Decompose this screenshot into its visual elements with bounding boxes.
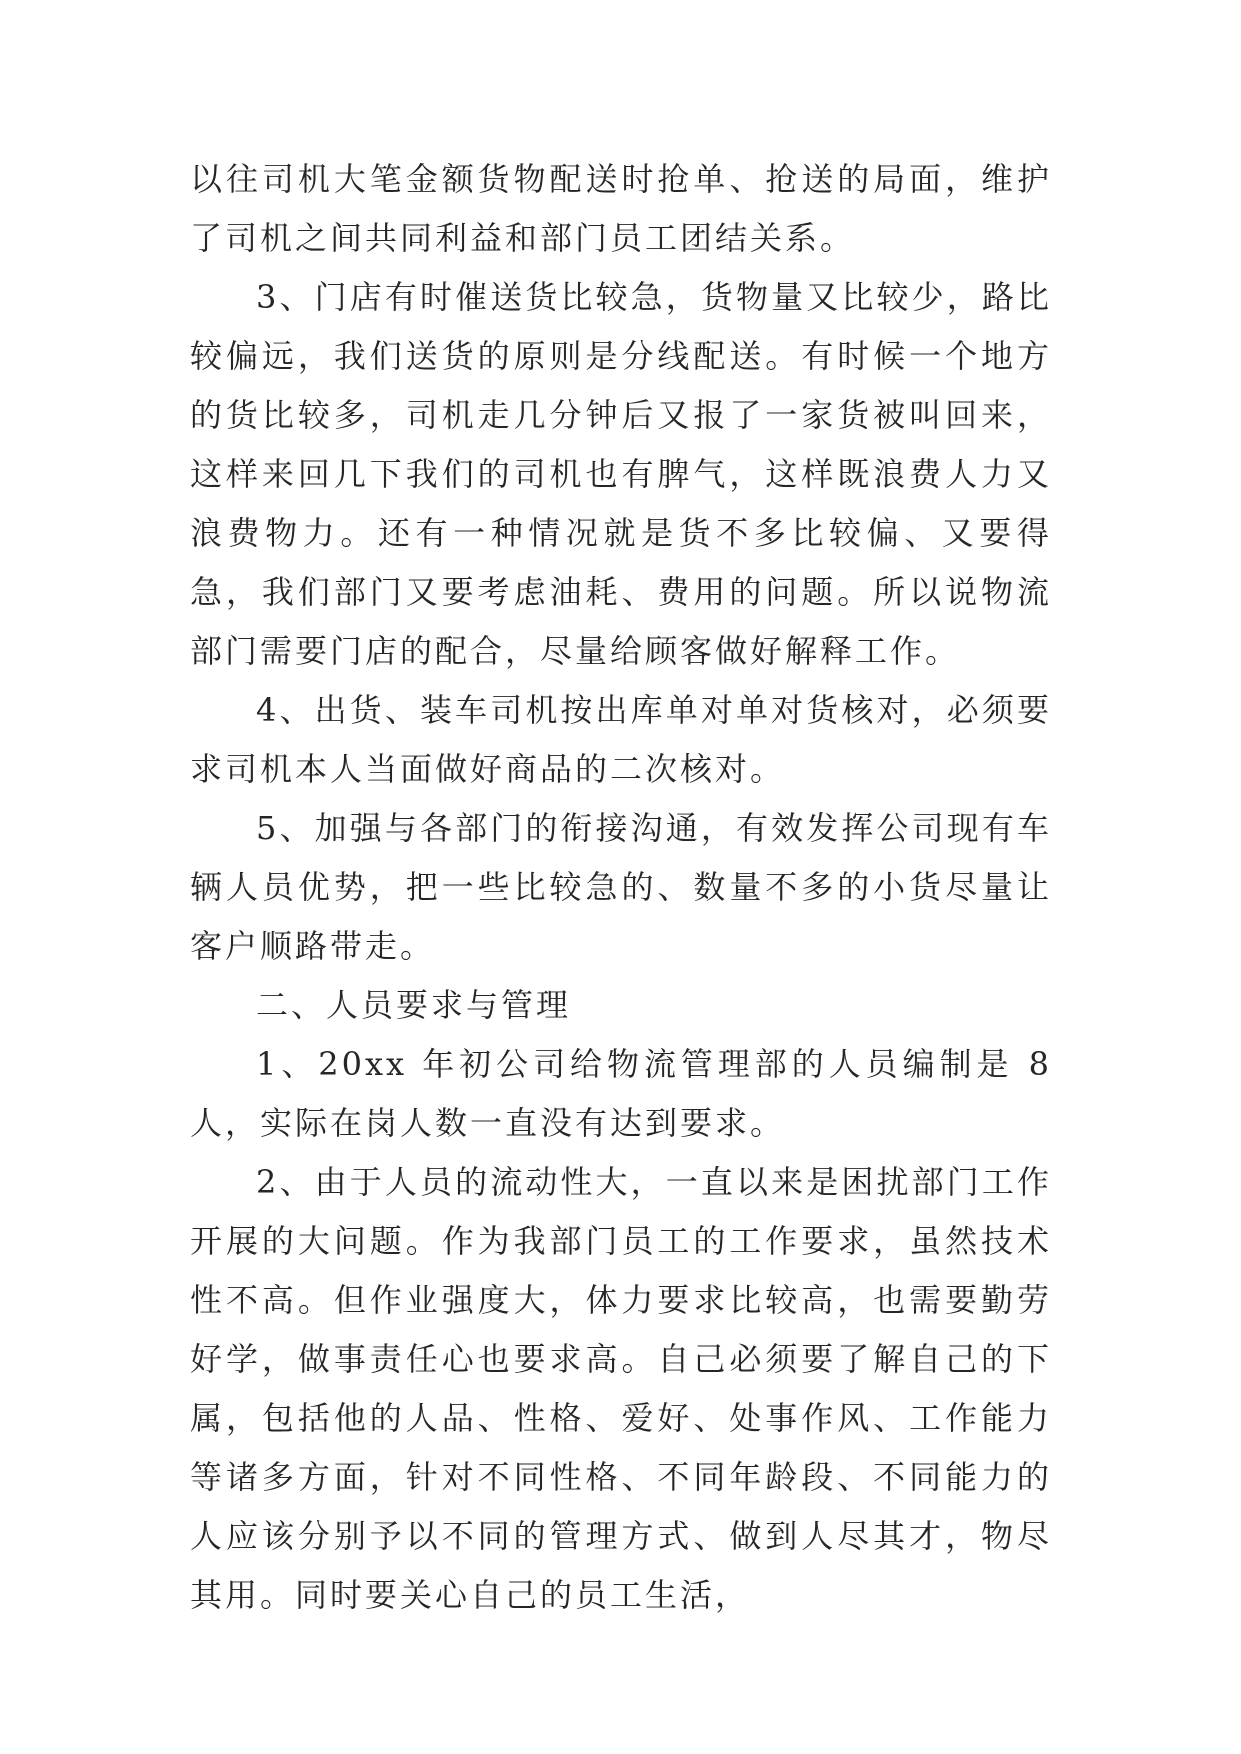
document-body (190, 150, 1052, 1625)
paragraph-item-4: 4、出货、装车司机按出库单对单对货核对，必须要求司机本人当面做好商品的二次核对。 (190, 691, 1052, 788)
paragraph-item-5: 5、加强与各部门的衔接沟通，有效发挥公司现有车辆人员优势，把一些比较急的、数量不多的小货尽量让客户顺路带走。 (190, 809, 1052, 965)
section-heading-personnel: 二、人员要求与管理 (256, 986, 572, 1024)
paragraph-continuation: 以往司机大笔金额货物配送时抢单、抢送的局面，维护了司机之间共同利益和部门员工团结关系。 (190, 160, 1052, 257)
paragraph-personnel-1: 1、20xx 年初公司给物流管理部的人员编制是 8 人，实际在岗人数一直没有达到要求。 (190, 1045, 1052, 1142)
paragraph-item-3: 3、门店有时催送货比较急，货物量又比较少，路比较偏远，我们送货的原则是分线配送。有时候一个地方的货比较多，司机走几分钟后又报了一家货被叫回来，这样来回几下我们的司机也有脾气，这样既浪费人力又浪费物力。还有一种情况就是货不多比较偏、又要得急，我们部门又要考虑油耗、费用的问题。所以说物流部门需要门店的配合，尽量给顾客做好解释工作。 (190, 278, 1052, 670)
paragraph-personnel-2: 2、由于人员的流动性大，一直以来是困扰部门工作开展的大问题。作为我部门员工的工作要求，虽然技术性不高。但作业强度大，体力要求比较高，也需要勤劳好学，做事责任心也要求高。自己必须要了解自己的下属，包括他的人品、性格、爱好、处事作风、工作能力等诸多方面，针对不同性格、不同年龄段、不同能力的人应该分别予以不同的管理方式、做到人尽其才，物尽其用。同时要关心自己的员工生活， (190, 1163, 1052, 1614)
